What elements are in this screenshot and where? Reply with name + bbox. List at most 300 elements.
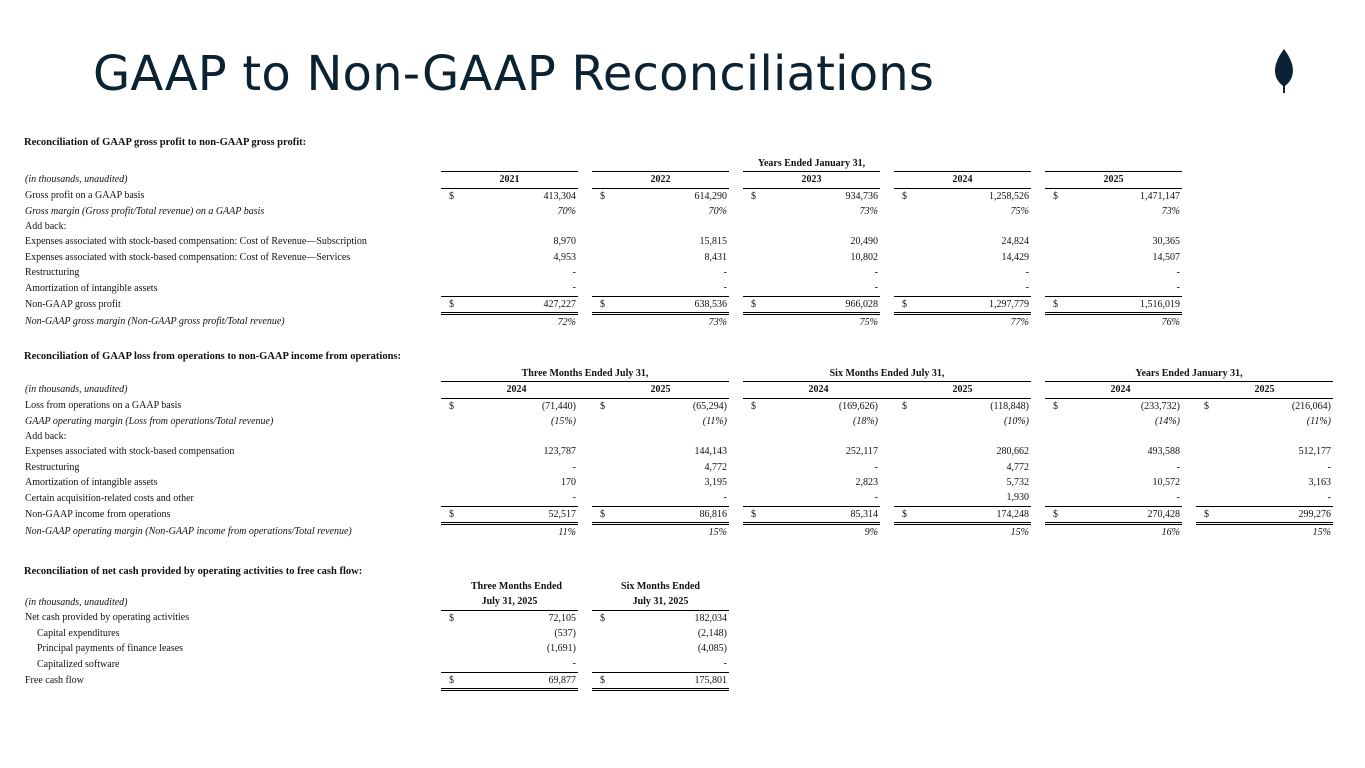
dollar-sign: $ <box>600 190 605 202</box>
dollar-sign <box>743 250 761 265</box>
column-gap <box>1182 398 1196 414</box>
cell-value <box>459 219 578 234</box>
dollar-sign: $ <box>902 400 907 412</box>
cell-value: - <box>572 461 576 473</box>
table-row <box>24 475 1333 490</box>
dollar-sign <box>743 429 761 444</box>
dollar-sign <box>592 490 610 506</box>
column-gap <box>578 656 592 672</box>
row-label: Principal payments of finance leases <box>37 643 184 655</box>
dollar-sign <box>441 234 459 249</box>
column-gap <box>578 234 592 249</box>
group-header: Years Ended January 31, <box>1045 366 1333 382</box>
cell-value: 182,034 <box>694 612 727 624</box>
cell-value: 76% <box>1161 316 1180 328</box>
dollar-sign <box>592 429 610 444</box>
dollar-sign: $ <box>1053 190 1058 202</box>
cell-value: 1,297,779 <box>912 296 1031 313</box>
cell-value: 15% <box>708 526 727 538</box>
table-row <box>24 610 729 626</box>
dollar-sign <box>592 280 610 296</box>
column-gap <box>578 641 592 656</box>
cell-value: - <box>572 658 576 670</box>
cell-value: 73% <box>1161 205 1180 217</box>
cell-value: - <box>572 267 576 279</box>
column-gap <box>729 204 743 219</box>
cell-value: 3,163 <box>1308 477 1331 489</box>
column-gap <box>880 172 894 188</box>
cell-value: 493,588 <box>1147 446 1180 458</box>
column-gap <box>578 172 592 188</box>
dollar-sign <box>743 523 761 540</box>
column-gap <box>1031 475 1045 490</box>
column-gap <box>578 444 592 459</box>
header-spacer <box>24 366 441 382</box>
cell-value: 1,258,526 <box>989 190 1029 202</box>
row-label: Certain acquisition-related costs and other <box>25 492 194 504</box>
dollar-sign <box>1045 429 1063 444</box>
dollar-sign <box>441 313 459 330</box>
dollar-sign <box>743 490 761 506</box>
dollar-sign <box>1045 234 1063 249</box>
dollar-sign <box>592 626 610 641</box>
cell-value: 270,428 <box>1063 506 1182 523</box>
cell-value: 1,516,019 <box>1063 296 1182 313</box>
table-row <box>24 490 1333 506</box>
column-gap <box>880 296 894 313</box>
cell-value: - <box>874 267 878 279</box>
cell-value: 14,507 <box>1152 251 1180 263</box>
cell-value: - <box>723 658 727 670</box>
column-gap <box>578 475 592 490</box>
column-header: July 31, 2025 <box>441 594 578 610</box>
cell-value <box>610 219 729 234</box>
column-gap <box>729 490 743 506</box>
dollar-sign: $ <box>743 506 761 523</box>
dollar-sign <box>441 641 459 656</box>
table-row <box>24 506 1333 523</box>
cell-value <box>761 429 880 444</box>
row-label: GAAP operating margin (Loss from operations/Total revenue) <box>25 415 274 427</box>
cell-value: 413,304 <box>543 190 576 202</box>
cell-value: 77% <box>1010 316 1029 328</box>
column-gap <box>1182 429 1196 444</box>
column-gap <box>578 490 592 506</box>
cell-value: (169,626) <box>838 400 878 412</box>
dollar-sign: $ <box>592 506 610 523</box>
cell-value: 4,772 <box>1006 461 1029 473</box>
cell-value: - <box>874 492 878 504</box>
column-gap <box>729 506 743 523</box>
dollar-sign <box>743 414 761 429</box>
header-spacer <box>24 156 441 172</box>
cell-value: - <box>874 461 878 473</box>
column-gap <box>578 250 592 265</box>
units-note: (in thousands, unaudited) <box>25 384 128 396</box>
column-gap <box>1182 414 1196 429</box>
column-gap <box>1182 506 1196 523</box>
cell-value: 15% <box>1010 526 1029 538</box>
cell-value: 4,953 <box>553 251 576 263</box>
column-gap <box>1031 219 1045 234</box>
column-gap <box>729 172 743 188</box>
dollar-sign: $ <box>1053 400 1058 412</box>
column-gap <box>880 429 894 444</box>
dollar-sign <box>743 234 761 249</box>
dollar-sign <box>894 234 912 249</box>
cell-value: 15,815 <box>699 236 727 248</box>
cell-value: 24,824 <box>1001 236 1029 248</box>
column-gap <box>578 296 592 313</box>
dollar-sign <box>592 414 610 429</box>
column-gap <box>1031 265 1045 280</box>
dollar-sign <box>441 460 459 475</box>
column-gap <box>729 366 743 382</box>
cell-value: 14,429 <box>1001 251 1029 263</box>
row-label: Gross margin (Gross profit/Total revenue) on a GAAP basis <box>25 205 265 217</box>
column-gap <box>880 523 894 540</box>
column-gap <box>578 594 592 610</box>
column-header: July 31, 2025 <box>592 594 729 610</box>
column-gap <box>880 219 894 234</box>
cell-value: 72,105 <box>548 612 576 624</box>
column-gap <box>1031 366 1045 382</box>
units-note: (in thousands, unaudited) <box>25 596 128 608</box>
cell-value: (2,148) <box>697 627 727 639</box>
column-gap <box>578 672 592 689</box>
dollar-sign <box>441 280 459 296</box>
group-header: Six Months Ended July 31, <box>743 366 1031 382</box>
table-row <box>24 188 1182 204</box>
year-header: 2022 <box>592 172 729 188</box>
table-row <box>24 204 1182 219</box>
cell-value: 10,802 <box>850 251 878 263</box>
column-gap <box>729 523 743 540</box>
cell-value: (71,440) <box>541 400 576 412</box>
cell-value: 170 <box>561 477 576 489</box>
cell-value: 11% <box>558 526 576 538</box>
dollar-sign <box>894 523 912 540</box>
cell-value: 614,290 <box>694 190 727 202</box>
column-gap <box>578 265 592 280</box>
table-row <box>24 280 1182 296</box>
dollar-sign: $ <box>743 296 761 313</box>
cell-value: 70% <box>708 205 727 217</box>
dollar-sign <box>894 460 912 475</box>
table-row <box>24 444 1333 459</box>
dollar-sign: $ <box>441 672 459 689</box>
dollar-sign <box>441 656 459 672</box>
year-header: 2025 <box>1196 382 1333 398</box>
leaf-icon <box>1271 47 1297 95</box>
dollar-sign <box>592 204 610 219</box>
dollar-sign: $ <box>1045 296 1063 313</box>
cell-value: 73% <box>708 316 727 328</box>
cell-value: - <box>874 282 878 294</box>
cell-value: - <box>1327 492 1331 504</box>
cell-value: - <box>1176 492 1180 504</box>
dollar-sign <box>894 313 912 330</box>
cell-value: 75% <box>1010 205 1029 217</box>
dollar-sign <box>592 313 610 330</box>
cell-value <box>912 219 1031 234</box>
column-gap <box>578 219 592 234</box>
dollar-sign <box>743 280 761 296</box>
cell-value: 252,117 <box>845 446 878 458</box>
column-gap <box>729 250 743 265</box>
column-gap <box>729 188 743 204</box>
dollar-sign <box>441 204 459 219</box>
dollar-sign: $ <box>449 190 454 202</box>
cell-value: - <box>572 282 576 294</box>
column-gap <box>880 506 894 523</box>
cell-value: 638,536 <box>610 296 729 313</box>
column-gap <box>578 188 592 204</box>
table-row <box>24 313 1182 330</box>
dollar-sign: $ <box>600 400 605 412</box>
row-label: Capitalized software <box>37 658 120 670</box>
dollar-sign <box>592 219 610 234</box>
row-label: Restructuring <box>25 461 80 473</box>
dollar-sign: $ <box>894 296 912 313</box>
cell-value: 174,248 <box>912 506 1031 523</box>
free-cash-flow-table <box>24 579 729 691</box>
dollar-sign <box>441 475 459 490</box>
cell-value: - <box>1025 267 1029 279</box>
cell-value: (14%) <box>1155 415 1180 427</box>
year-header: 2025 <box>894 382 1031 398</box>
dollar-sign <box>743 444 761 459</box>
cell-value: (118,848) <box>990 400 1029 412</box>
cell-value: (65,294) <box>692 400 727 412</box>
table-row <box>24 398 1333 414</box>
cell-value: 8,431 <box>704 251 727 263</box>
dollar-sign <box>894 280 912 296</box>
dollar-sign <box>441 626 459 641</box>
column-gap <box>729 444 743 459</box>
cell-value: 86,816 <box>610 506 729 523</box>
cell-value: 280,662 <box>996 446 1029 458</box>
column-gap <box>578 460 592 475</box>
dollar-sign <box>743 475 761 490</box>
cell-value: 427,227 <box>459 296 578 313</box>
cell-value: 15% <box>1312 526 1331 538</box>
header-spacer <box>24 579 441 594</box>
table-row <box>24 429 1333 444</box>
dollar-sign <box>592 523 610 540</box>
dollar-sign <box>1045 460 1063 475</box>
units-note: (in thousands, unaudited) <box>25 174 128 186</box>
dollar-sign: $ <box>751 190 756 202</box>
column-gap <box>729 398 743 414</box>
column-gap <box>1182 490 1196 506</box>
dollar-sign <box>1045 523 1063 540</box>
cell-value: (537) <box>554 627 576 639</box>
cell-value: 20,490 <box>850 236 878 248</box>
year-header: 2024 <box>743 382 894 398</box>
cell-value: - <box>723 492 727 504</box>
cell-value: 72% <box>557 316 576 328</box>
column-gap <box>1031 429 1045 444</box>
cell-value: 70% <box>557 205 576 217</box>
dollar-sign <box>441 250 459 265</box>
cell-value: (15%) <box>551 415 576 427</box>
table-row <box>24 672 729 689</box>
dollar-sign <box>592 250 610 265</box>
column-gap <box>1031 523 1045 540</box>
dollar-sign: $ <box>902 190 907 202</box>
cell-value: 2,823 <box>855 477 878 489</box>
column-gap <box>880 414 894 429</box>
year-header: 2023 <box>743 172 880 188</box>
page-title: GAAP to Non-GAAP Reconciliations <box>93 46 935 102</box>
column-gap <box>880 398 894 414</box>
column-gap <box>578 523 592 540</box>
row-label: Restructuring <box>25 267 80 279</box>
cell-value: (10%) <box>1004 415 1029 427</box>
year-header: 2021 <box>441 172 578 188</box>
column-gap <box>1031 204 1045 219</box>
dollar-sign: $ <box>449 400 454 412</box>
dollar-sign <box>441 490 459 506</box>
dollar-sign: $ <box>592 296 610 313</box>
column-gap <box>880 188 894 204</box>
dollar-sign <box>441 444 459 459</box>
cell-value: 934,736 <box>845 190 878 202</box>
column-gap <box>578 414 592 429</box>
column-gap <box>729 429 743 444</box>
dollar-sign <box>1196 429 1214 444</box>
cell-value: 123,787 <box>543 446 576 458</box>
free-cash-flow-section <box>24 566 729 691</box>
group-header: Three Months Ended July 31, <box>441 366 729 382</box>
dollar-sign <box>1196 444 1214 459</box>
dollar-sign <box>743 313 761 330</box>
operations-section-title: Reconciliation of GAAP loss from operations to non-GAAP income from operations: <box>24 351 402 362</box>
dollar-sign <box>592 265 610 280</box>
dollar-sign <box>592 641 610 656</box>
column-gap <box>578 280 592 296</box>
row-label: Capital expenditures <box>37 627 120 639</box>
cell-value: 73% <box>859 205 878 217</box>
dollar-sign <box>1045 265 1063 280</box>
column-gap <box>1182 460 1196 475</box>
gross-profit-table <box>24 156 1182 330</box>
year-header: 2025 <box>592 382 729 398</box>
column-gap <box>578 610 592 626</box>
dollar-sign <box>1045 219 1063 234</box>
cell-value <box>761 219 880 234</box>
column-gap <box>729 265 743 280</box>
row-label: Non-GAAP gross margin (Non-GAAP gross profit/Total revenue) <box>25 316 285 328</box>
dollar-sign: $ <box>1045 506 1063 523</box>
cell-value: - <box>723 267 727 279</box>
year-header: 2024 <box>441 382 592 398</box>
column-gap <box>1182 523 1196 540</box>
dollar-sign <box>894 444 912 459</box>
cell-value: 75% <box>859 316 878 328</box>
column-gap <box>880 313 894 330</box>
table-row <box>24 234 1182 249</box>
column-gap <box>729 382 743 398</box>
column-gap <box>1031 280 1045 296</box>
cell-value: - <box>1327 461 1331 473</box>
row-label: Expenses associated with stock-based compensation: Cost of Revenue—Subscription <box>25 236 367 248</box>
row-label: Non-GAAP income from operations <box>25 509 171 521</box>
column-gap <box>880 444 894 459</box>
dollar-sign: $ <box>592 672 610 689</box>
table-row <box>24 296 1182 313</box>
cell-value: 3,195 <box>704 477 727 489</box>
row-label: Add back: <box>25 431 67 443</box>
dollar-sign <box>441 429 459 444</box>
dollar-sign <box>894 265 912 280</box>
table-row <box>24 219 1182 234</box>
column-gap <box>729 219 743 234</box>
cell-value: 85,314 <box>761 506 880 523</box>
column-gap <box>880 250 894 265</box>
table-row <box>24 626 729 641</box>
cell-value: - <box>1025 282 1029 294</box>
year-header: 2024 <box>894 172 1031 188</box>
cell-value: 52,517 <box>459 506 578 523</box>
column-header: Three Months Ended <box>471 581 562 592</box>
column-gap <box>1031 382 1045 398</box>
dollar-sign <box>1045 250 1063 265</box>
gross-profit-section <box>24 137 1182 330</box>
cell-value: 966,028 <box>761 296 880 313</box>
cell-value: (233,732) <box>1140 400 1180 412</box>
cell-value: 8,970 <box>553 236 576 248</box>
cell-value: 9% <box>864 526 878 538</box>
row-label: Gross profit on a GAAP basis <box>25 190 145 202</box>
column-gap <box>1031 490 1045 506</box>
dollar-sign <box>1045 444 1063 459</box>
column-gap <box>880 204 894 219</box>
dollar-sign <box>894 219 912 234</box>
cell-value <box>912 429 1031 444</box>
row-label: Net cash provided by operating activities <box>25 612 190 624</box>
column-gap <box>880 280 894 296</box>
cell-value <box>610 429 729 444</box>
column-gap <box>729 234 743 249</box>
column-gap <box>1182 475 1196 490</box>
cell-value: 4,772 <box>704 461 727 473</box>
column-gap <box>729 414 743 429</box>
cell-value: (4,085) <box>697 643 727 655</box>
dollar-sign <box>1196 460 1214 475</box>
dollar-sign <box>1045 313 1063 330</box>
dollar-sign: $ <box>751 400 756 412</box>
table-row <box>24 414 1333 429</box>
dollar-sign <box>592 444 610 459</box>
column-gap <box>880 265 894 280</box>
dollar-sign <box>894 490 912 506</box>
column-gap <box>1031 172 1045 188</box>
dollar-sign <box>592 656 610 672</box>
table-row <box>24 656 729 672</box>
cell-value: - <box>723 282 727 294</box>
column-gap <box>880 460 894 475</box>
dollar-sign <box>743 204 761 219</box>
dollar-sign <box>441 265 459 280</box>
row-label: Expenses associated with stock-based compensation: Cost of Revenue—Services <box>25 251 351 263</box>
dollar-sign: $ <box>600 612 605 624</box>
cell-value: - <box>1176 282 1180 294</box>
cell-value: - <box>572 492 576 504</box>
dollar-sign: $ <box>441 296 459 313</box>
cell-value: 144,143 <box>694 446 727 458</box>
